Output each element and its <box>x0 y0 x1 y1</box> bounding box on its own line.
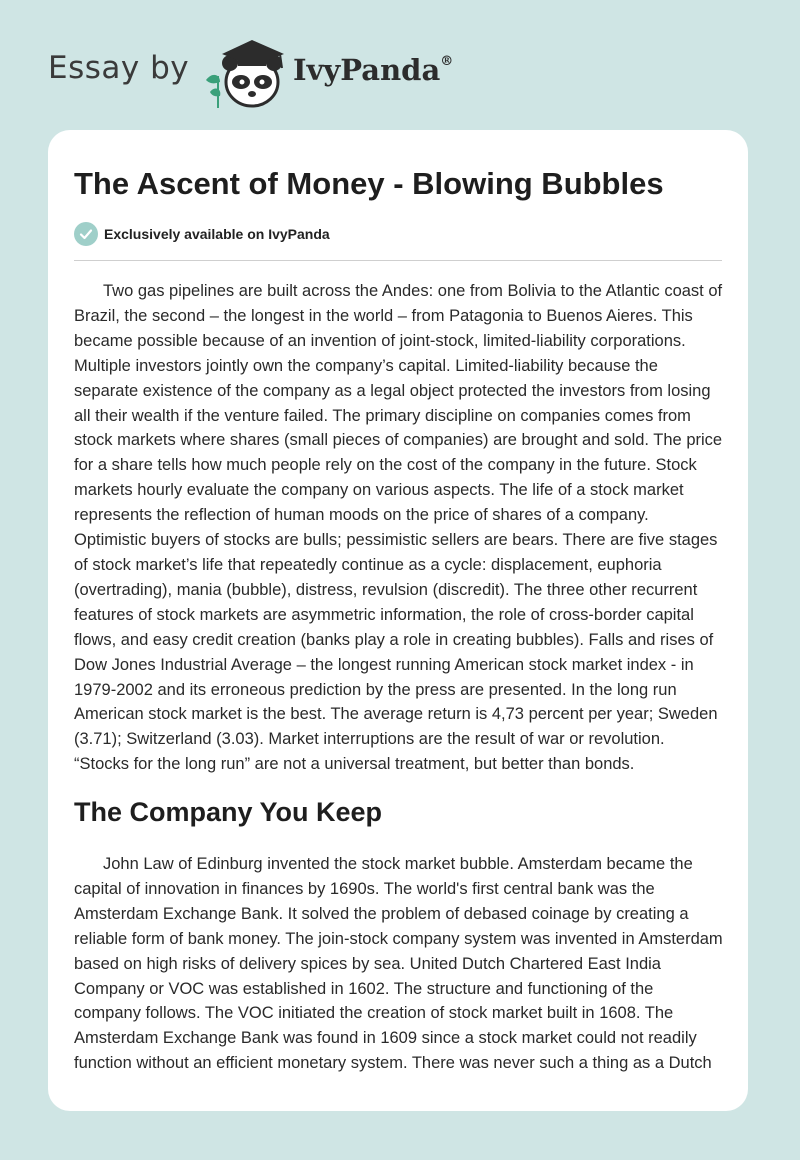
divider <box>74 260 722 261</box>
paragraph-2: John Law of Edinburg invented the stock market bubble. Amsterdam became the capital of innovation in finances by 1690s. The world's first central bank was the Amsterdam Exchange Bank. It solved the problem of debased coinage by creating a reliable form of bank money. The join-stock company system was invented in Amsterdam based on high risks of delivery spices by sea. United Dutch Chartered East India Company or VOC was established in 1602. The structure and functioning of the company follows. The VOC initiated the creation of stock market built in 1608. The Amsterdam Exchange Bank was found in 1609 since a stock market could not readily function without an efficient monetary system. There was never such a thing as a Dutch <box>74 855 723 1073</box>
site-header <box>0 0 800 130</box>
essay-by-label: Essay by <box>48 50 190 86</box>
panda-graduate-logo-icon[interactable] <box>200 36 294 110</box>
paragraph-1: Two gas pipelines are built across the Andes: one from Bolivia to the Atlantic coast of Brazil, the second – the longest in the world – from Patagonia to Buenos Aieres. This became possible because of an invention of joint-stock, limited-liability corporations. Multiple investors jointly own the company’s capital. Limited-liability because the separate existence of the company as a legal object protected the investors from losing all their wealth if the venture failed. The primary discipline on companies comes from stock markets where shares (small pieces of companies) are brought and sold. The price for a share tells how much people rely on the cost of the company in the future. Stock markets hourly evaluate the company on various aspects. The life of a stock market represents the reflection of human moods on the price of shares of a company. Optimistic buyers of stocks are bulls; pessimistic sellers are bears. There are five stages of stock market’s life that repeatedly continue as a cycle: displacement, euphoria (overtrading), mania (bubble), distress, revulsion (discredit). The three other recurrent features of stock markets are asymmetric information, the role of cross-border capital flows, and easy credit creation (banks play a role in creating bubbles). Falls and rises of Dow Jones Industrial Average – the longest running American stock market index - in 1979-2002 and its erroneous prediction by the press are presented. In the long run American stock market is the best. The average return is 4,73 percent per year; Sweden (3.71); Switzerland (3.03). Market interruptions are the result of war or revolution. “Stocks for the long run” are not a universal treatment, but better than bonds. <box>74 282 723 774</box>
exclusive-badge <box>74 222 330 246</box>
section-heading: The Company You Keep <box>74 797 383 827</box>
brand-name-text: IvyPanda <box>293 53 441 87</box>
check-circle-icon <box>74 222 98 246</box>
article-card <box>48 130 748 1111</box>
page-title: The Ascent of Money - Blowing Bubbles <box>74 166 664 201</box>
registered-mark: ® <box>440 54 454 70</box>
badge-text: Exclusively available on IvyPanda <box>104 226 330 242</box>
brand-name[interactable] <box>293 53 453 87</box>
